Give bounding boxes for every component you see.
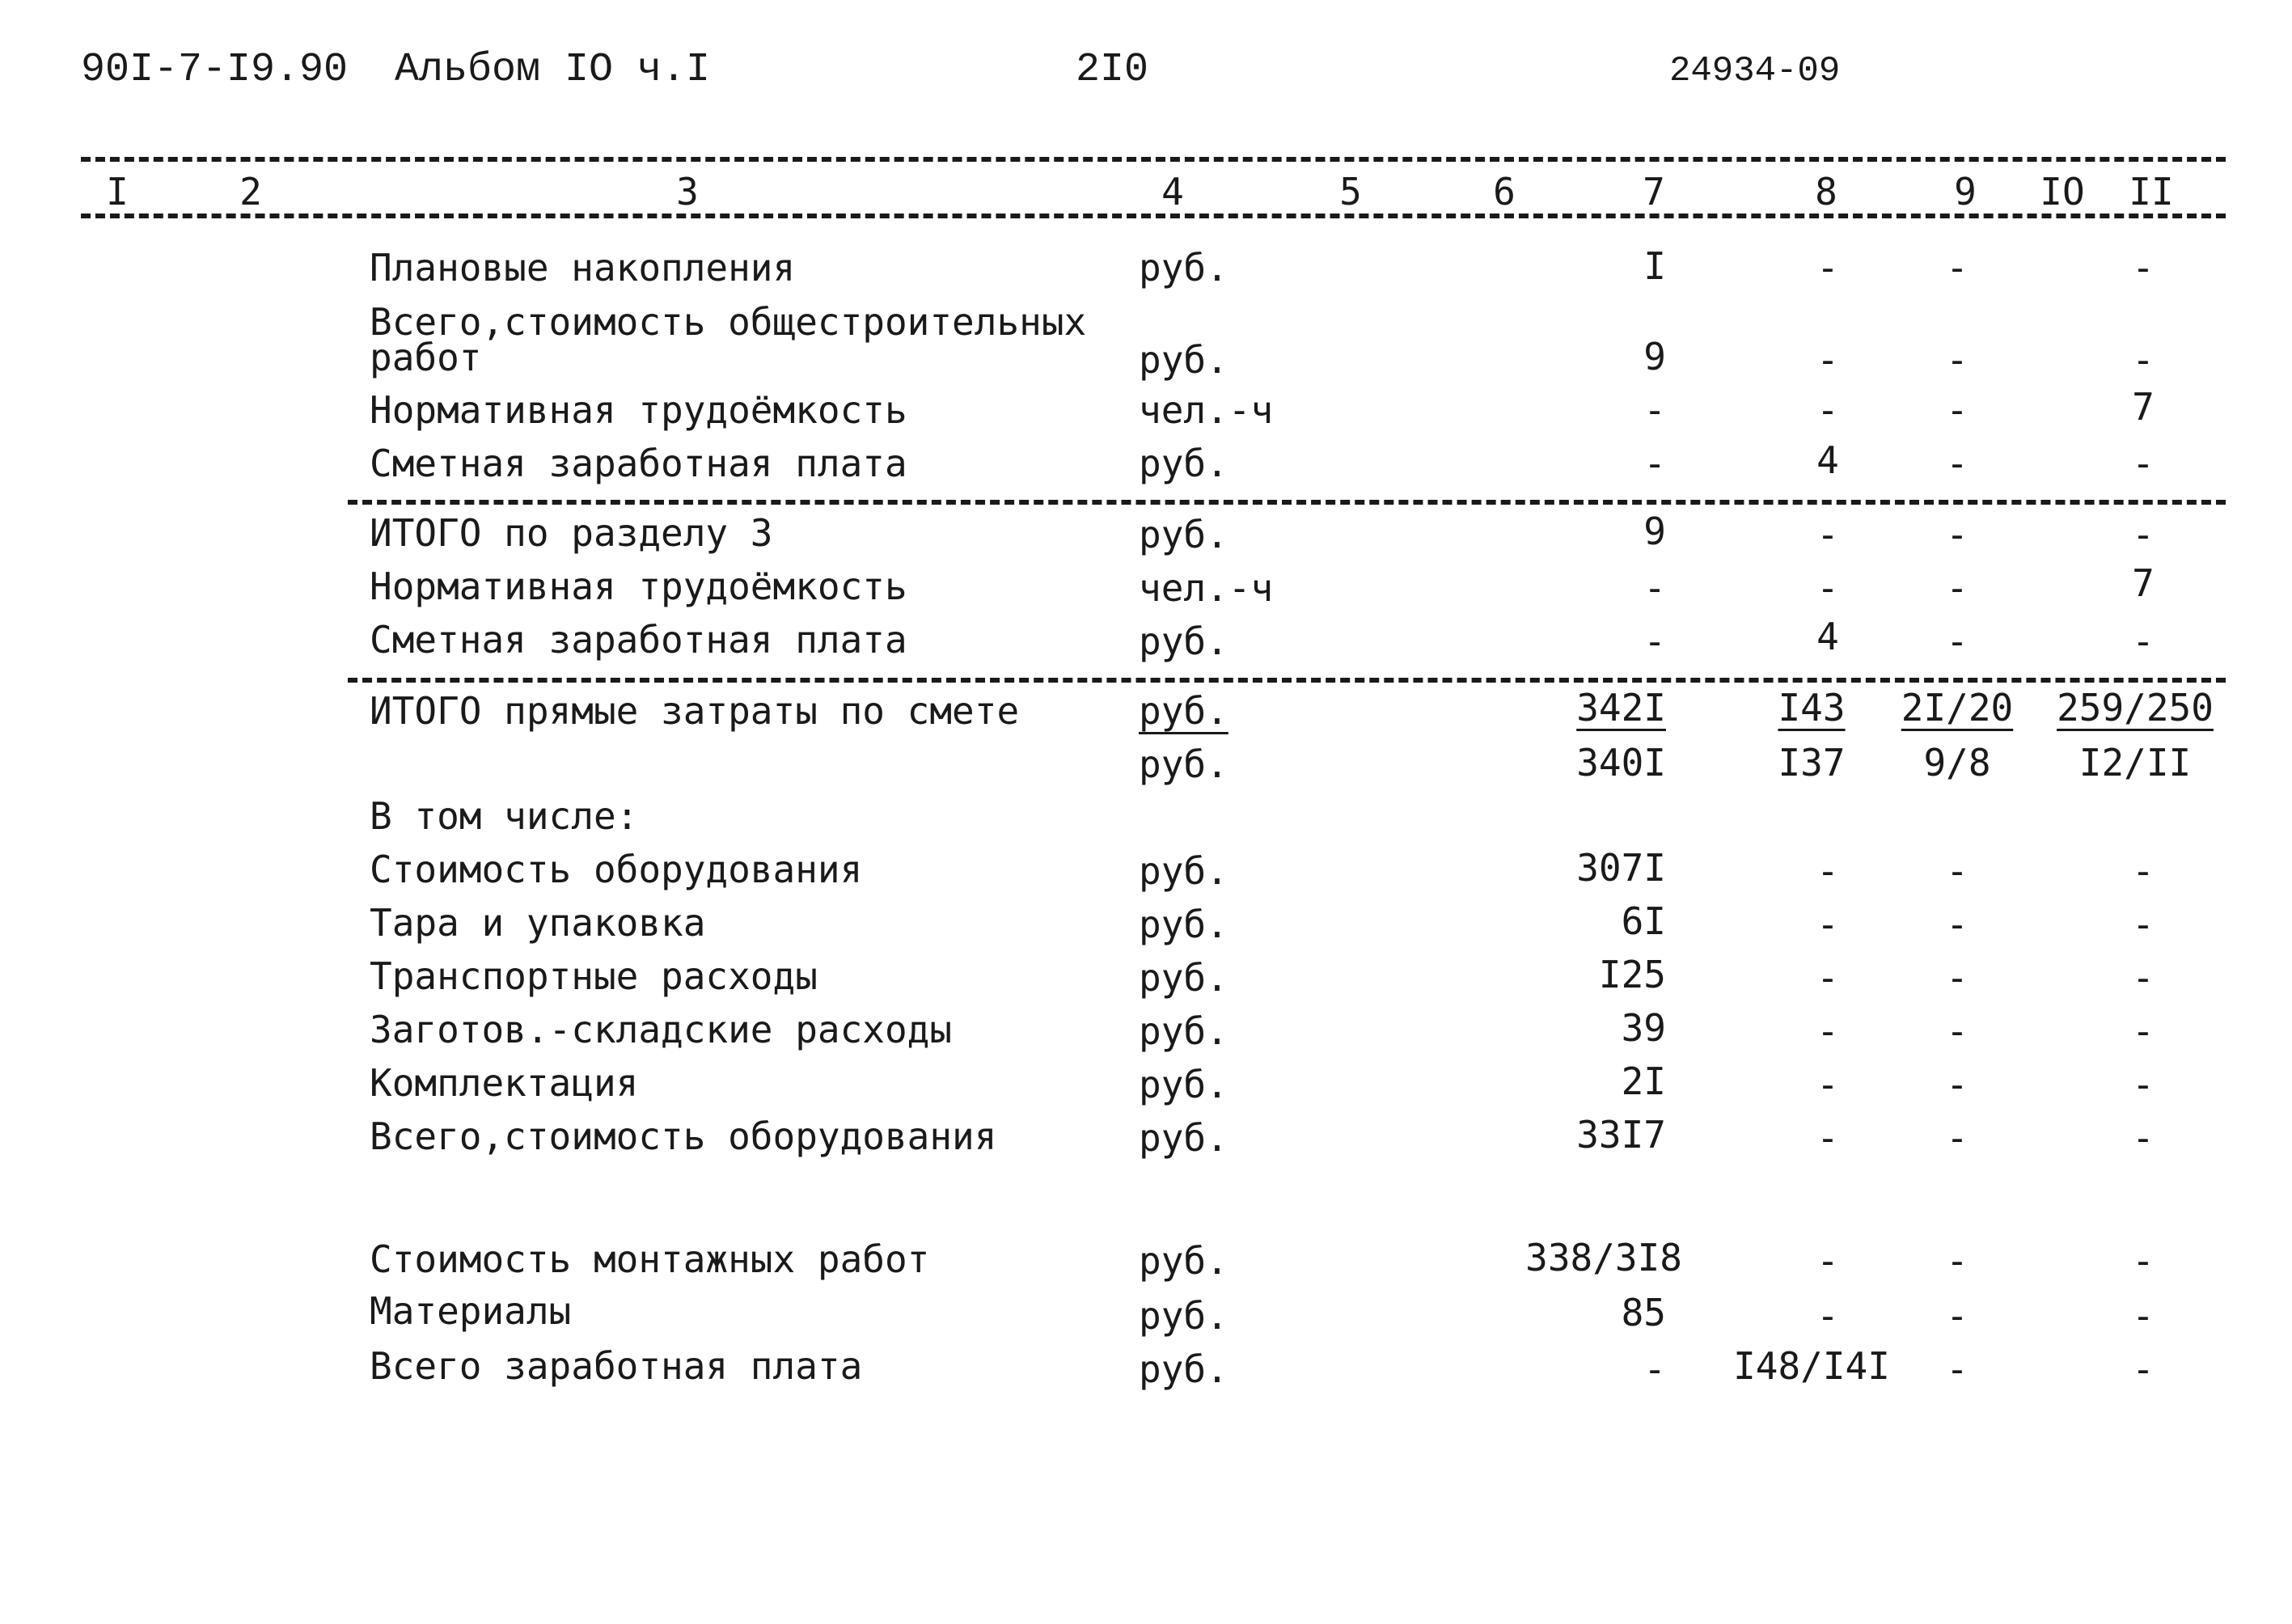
row-name: Заготов.-складские расходы: [370, 1008, 953, 1051]
column-number-3: 3: [676, 170, 699, 214]
cell-col9: -: [1946, 1009, 1968, 1053]
cell-col7: -: [1643, 620, 1666, 663]
row-unit: руб.: [1139, 689, 1228, 733]
row-unit: чел.-ч: [1139, 388, 1274, 432]
cell-col11: -: [2132, 903, 2155, 946]
cell-col11: 7: [2132, 385, 2155, 429]
row-name: Материалы: [370, 1289, 572, 1333]
row-unit: руб.: [1139, 1294, 1228, 1338]
cell-col8: -: [1816, 338, 1839, 382]
cell-col7: 338/3I8: [1525, 1236, 1682, 1279]
cell-col9: -: [1946, 442, 1968, 485]
cell-col7: 6I: [1621, 899, 1666, 943]
row-unit: чел.-ч: [1139, 566, 1274, 610]
cell-col7: 85: [1621, 1291, 1666, 1334]
row-unit: руб.: [1139, 1009, 1228, 1053]
cell-col7: 9: [1643, 510, 1666, 553]
cell-col7: 307I: [1576, 846, 1666, 890]
column-number-9: 9: [1954, 170, 1977, 214]
cell-col11: -: [2132, 1239, 2155, 1283]
cell-col8: -: [1816, 1116, 1839, 1160]
page-number: 2I0: [1076, 47, 1149, 93]
cell-col8: -: [1816, 388, 1839, 432]
row-unit: руб.: [1139, 742, 1228, 786]
cell-col8: -: [1816, 1063, 1839, 1106]
cell-col9: -: [1946, 246, 1968, 290]
cell-col8: I37: [1778, 741, 1846, 785]
row-name: Сметная заработная плата: [370, 618, 907, 662]
header-bottom-divider: [81, 214, 2226, 218]
row-unit: руб.: [1139, 513, 1228, 556]
cell-col7: 340I: [1576, 741, 1666, 785]
cell-col7: -: [1643, 566, 1666, 610]
row-name: [370, 300, 1087, 379]
cell-col8: I43: [1778, 686, 1846, 730]
row-unit: руб.: [1139, 620, 1228, 663]
cell-col7: 39: [1621, 1006, 1666, 1050]
row-name: Сметная заработная плата: [370, 442, 907, 485]
cell-col7: 9: [1643, 335, 1666, 379]
row-unit: руб.: [1139, 1347, 1228, 1391]
section-divider: [348, 678, 2226, 683]
row-unit: руб.: [1139, 1239, 1228, 1283]
cell-col9: -: [1946, 903, 1968, 946]
cell-col8: -: [1816, 956, 1839, 1000]
cell-col7: 342I: [1576, 686, 1666, 730]
cell-col11: -: [2132, 620, 2155, 663]
column-number-11: II: [2129, 170, 2174, 214]
row-name: Стоимость монтажных работ: [370, 1237, 930, 1281]
row-unit: руб.: [1139, 849, 1228, 893]
cell-col11: -: [2132, 956, 2155, 1000]
cell-col8: -: [1816, 903, 1839, 946]
cell-col8: 4: [1816, 615, 1839, 658]
document-code: 90I-7-I9.90: [81, 47, 349, 93]
cell-col11: 259/250: [2057, 686, 2214, 730]
row-name: Нормативная трудоёмкость: [370, 565, 907, 608]
cell-col7: I: [1643, 244, 1666, 288]
row-name: Тара и упаковка: [370, 901, 706, 945]
row-name-line2: работ: [370, 336, 482, 379]
cell-col8: -: [1816, 849, 1839, 893]
cell-col11: -: [2132, 338, 2155, 382]
row-name: Всего,стоимость оборудования: [370, 1114, 997, 1158]
column-number-4: 4: [1161, 170, 1184, 214]
cell-col11: 7: [2132, 561, 2155, 605]
row-name: Плановые накопления: [370, 246, 796, 290]
row-unit: руб.: [1139, 903, 1228, 946]
row-name: Всего заработная плата: [370, 1344, 863, 1388]
row-unit: руб.: [1139, 1063, 1228, 1106]
column-number-10: IO: [2040, 170, 2085, 214]
cell-col7: -: [1643, 388, 1666, 432]
cell-col11: -: [2132, 849, 2155, 893]
cell-col7: -: [1643, 442, 1666, 485]
cell-col9: -: [1946, 1116, 1968, 1160]
row-unit: руб.: [1139, 1116, 1228, 1160]
document-number: 24934-09: [1669, 51, 1841, 91]
cell-col11: -: [2132, 442, 2155, 485]
cell-col9: 9/8: [1923, 741, 1991, 785]
cell-col7: 2I: [1621, 1059, 1666, 1103]
row-name: Стоимость оборудования: [370, 848, 863, 891]
cell-col9: -: [1946, 1294, 1968, 1338]
column-number-1: I: [106, 170, 129, 214]
column-number-2: 2: [239, 170, 262, 214]
row-unit: руб.: [1139, 338, 1228, 382]
cell-col9: -: [1946, 566, 1968, 610]
cell-col11: -: [2132, 1116, 2155, 1160]
cell-col9: -: [1946, 1239, 1968, 1283]
cell-col11: -: [2132, 1347, 2155, 1391]
cell-col9: -: [1946, 388, 1968, 432]
cell-col8: -: [1816, 1239, 1839, 1283]
cell-col9: -: [1946, 956, 1968, 1000]
column-number-6: 6: [1493, 170, 1516, 214]
cell-col9: 2I/20: [1901, 686, 2014, 730]
cell-col8: -: [1816, 1009, 1839, 1053]
section-divider: [348, 500, 2226, 505]
cell-col9: -: [1946, 1347, 1968, 1391]
cell-col8: -: [1816, 513, 1839, 556]
album-label: Альбом IO ч.I: [395, 47, 711, 93]
row-unit: руб.: [1139, 956, 1228, 1000]
row-name: Нормативная трудоёмкость: [370, 388, 907, 432]
cell-col11: -: [2132, 513, 2155, 556]
row-name: Транспортные расходы: [370, 954, 818, 998]
column-number-5: 5: [1339, 170, 1362, 214]
row-name: Комплектация: [370, 1061, 639, 1105]
row-name: ИТОГО по разделу 3: [370, 511, 773, 555]
cell-col9: -: [1946, 513, 1968, 556]
row-unit: руб.: [1139, 246, 1228, 290]
cell-col9: -: [1946, 849, 1968, 893]
cell-col11: -: [2132, 1063, 2155, 1106]
row-name: ИТОГО прямые затраты по смете: [370, 689, 1020, 733]
cell-col7: 33I7: [1576, 1113, 1666, 1157]
cell-col7: -: [1643, 1347, 1666, 1391]
column-number-8: 8: [1815, 170, 1837, 214]
cell-col8: -: [1816, 566, 1839, 610]
cell-col9: -: [1946, 338, 1968, 382]
row-unit: руб.: [1139, 442, 1228, 485]
cell-col9: -: [1946, 620, 1968, 663]
cell-col9: -: [1946, 1063, 1968, 1106]
cell-col11: I2/II: [2078, 741, 2192, 785]
cell-col8: 4: [1816, 438, 1839, 482]
cell-col11: -: [2132, 1009, 2155, 1053]
cell-col11: -: [2132, 246, 2155, 290]
cell-col8: -: [1816, 1294, 1839, 1338]
cell-col8: I48/I4I: [1733, 1344, 1890, 1388]
cell-col8: -: [1816, 246, 1839, 290]
row-name-line1: Всего,стоимость общестроительных: [370, 300, 1087, 344]
column-number-7: 7: [1643, 170, 1665, 214]
cell-col11: -: [2132, 1294, 2155, 1338]
header-top-divider: [81, 157, 2226, 162]
row-name: В том числе:: [370, 794, 639, 838]
cell-col7: I25: [1598, 953, 1666, 996]
